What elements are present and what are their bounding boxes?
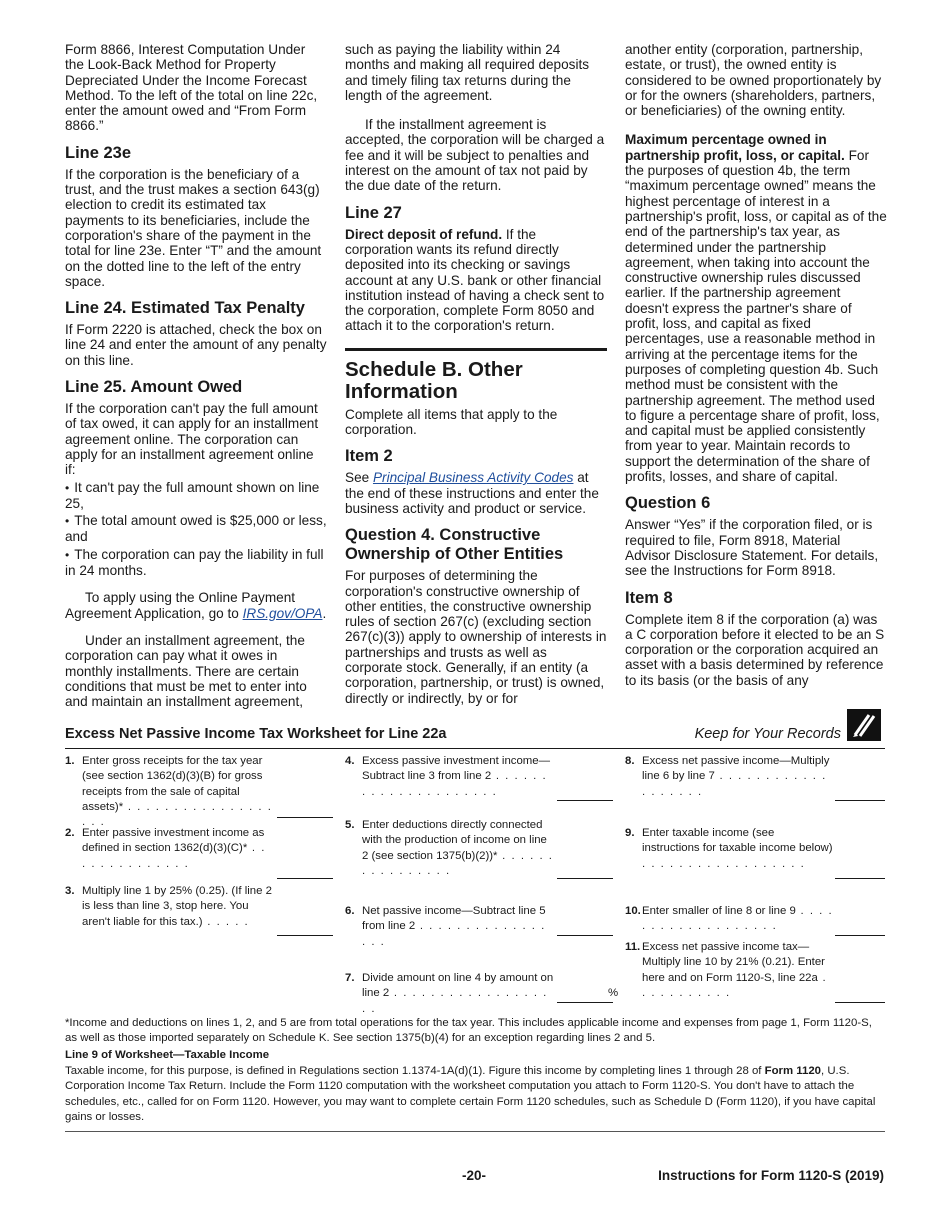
line-number: 7. bbox=[345, 972, 355, 984]
paragraph bbox=[345, 470, 607, 516]
text: If the corporation wants its refund directly deposited into its checking or savings account at any U.S. bank or other financial institution instead of having a check sent to the corporation, complete Form 8050 and attach it to the corporation's return. bbox=[345, 226, 605, 334]
dot-leader: . . . . . bbox=[202, 915, 250, 928]
worksheet-line-6 bbox=[345, 904, 555, 950]
paragraph: For purposes of determining the corporation's constructive ownership of other entities, the constructive ownership rules of section 267(c) (excluding section 267(c)(3)) apply to ownership of interests in partnerships and trusts as well as corporate stock. Generally, if an entity (a corporation, partnership, or trust) is owned, directly or indirectly, by or for bbox=[345, 568, 607, 706]
line-2-entry[interactable] bbox=[277, 878, 333, 879]
paragraph: another entity (corporation, partnership, estate, or trust), the owned entity is considered to be owned proportionately by or for the owners (shareholders, partners, or beneficiaries) of the owning entity. bbox=[625, 42, 882, 119]
keep-records-label: Keep for Your Records bbox=[694, 726, 841, 742]
paragraph: such as paying the liability within 24 months and making all required deposits and timely filing tax returns during the length of the agreement. bbox=[345, 42, 590, 103]
asterisk-footnote: *Income and deductions on lines 1, 2, and 5 are from total operations for the tax year. This includes applicable income and expenses from page 1, Form 1120-S, as well as those imported separately on Schedule K. See section 1375(b)(4) for an exception regarding lines 2 and 5. bbox=[65, 1017, 872, 1045]
line-9-explanation bbox=[65, 1064, 885, 1125]
column-2 bbox=[345, 42, 607, 712]
paragraph: Complete item 8 if the corporation (a) was a C corporation before it elected to be an S corporation or the corporation acquired an asset with a basis determined by reference to its basis (or the basis of any bbox=[625, 611, 885, 688]
worksheet-line-8 bbox=[625, 754, 835, 800]
bullet-item: • The total amount owed is $25,000 or less, and bbox=[65, 513, 327, 545]
heading-line-24: Line 24. Estimated Tax Penalty bbox=[65, 299, 305, 318]
line-6-entry[interactable] bbox=[557, 935, 613, 936]
worksheet-line-3 bbox=[65, 884, 275, 930]
document-title: Instructions for Form 1120-S (2019) bbox=[658, 1168, 884, 1183]
worksheet-line-1 bbox=[65, 754, 275, 830]
text: . bbox=[322, 605, 327, 621]
paragraph: If the corporation is the beneficiary of a trust, and the trust makes a section 643(g) election to credit its estimated tax payments to its beneficiaries, include the corporation's share of the payment in the total for line 23e. Enter “T” and the amount on the dotted line to the left of the entry space. bbox=[65, 166, 322, 289]
column-3 bbox=[625, 42, 887, 694]
line-number: 1. bbox=[65, 755, 75, 767]
text: See bbox=[345, 470, 373, 486]
worksheet-line-4 bbox=[345, 754, 555, 800]
dot-leader: . . . . . . . . . . . . . . . . . . . bbox=[642, 905, 834, 933]
line-10-entry[interactable] bbox=[835, 935, 885, 936]
heading-item-2: Item 2 bbox=[345, 447, 393, 466]
bullet-item: • The corporation can pay the liability in full in 24 months. bbox=[65, 547, 327, 579]
line-number: 4. bbox=[345, 755, 355, 767]
worksheet-title: Excess Net Passive Income Tax Worksheet for Line 22a bbox=[65, 726, 447, 742]
worksheet-line-2 bbox=[65, 826, 275, 872]
text: For the purposes of question 4b, the term “maximum percentage owned” means the highest percentage of interest in a partnership's profit, loss, or capital as of the end of the partnership's tax year, as determined under the partnership agreement, when taking into account the constructive ownership rules discussed earlier. If the partnership agreement doesn't express the partner's share of profit, loss, and capital as fixed percentages, use a reasonable method in arriving at the percentage items for the purposes of completing question 4b. Such method must be consistent with the partnership agreement. The method used to figure a percentage share of profit, loss, and capital must be applied consistently from year to year. Maintain records to support the determination of the share of profits, losses, and share of capital. bbox=[625, 147, 887, 485]
dot-leader: . . . . . . . . . . . . . . . . . . . . . bbox=[362, 770, 548, 798]
line-number: 8. bbox=[625, 755, 635, 767]
line-8-entry[interactable] bbox=[835, 800, 885, 801]
line-text: Enter smaller of line 8 or line 9 bbox=[642, 905, 796, 917]
paragraph: If the installment agreement is accepted, the corporation will be charged a fee and it will be subject to penalties and interest on the amount of tax not paid by the due date of the return. bbox=[345, 117, 605, 194]
line-text: Enter gross receipts for the tax year (see section 1362(d)(3)(B) for gross receipts from the sale of capital assets)* bbox=[82, 755, 263, 813]
line-number: 5. bbox=[345, 819, 355, 831]
line-text: Divide amount on line 4 by amount on line 2 bbox=[362, 972, 554, 1000]
line-4-entry[interactable] bbox=[557, 800, 613, 801]
page-number: -20- bbox=[462, 1168, 487, 1183]
bullet-item: • It can't pay the full amount shown on line 25, bbox=[65, 480, 327, 512]
paragraph bbox=[625, 132, 887, 484]
line-number: 2. bbox=[65, 827, 75, 839]
heading-line-23e: Line 23e bbox=[65, 143, 132, 162]
text: , U.S. Corporation Income Tax Return. Include the Form 1120 computation with the worksheet computation you attach to Form 1120-S. You don't have to attach the schedules, etc., called for on Form 1120. However, you may want to complete certain Form 1120 schedules, such as Schedule D (Form 1120), if you have capital gains or losses. bbox=[65, 1065, 876, 1123]
dot-leader: . . . . . . . . . . . bbox=[642, 971, 828, 999]
line-text: Excess net passive income tax—Multiply line 10 by 21% (0.21). Enter here and on Form 1120-S, line 22a bbox=[642, 941, 825, 984]
pencil-records-icon bbox=[847, 709, 881, 741]
line-9-entry[interactable] bbox=[835, 878, 885, 879]
bold-form-1120: Form 1120 bbox=[764, 1065, 821, 1077]
worksheet-header bbox=[65, 724, 885, 749]
bold-lead: Maximum percentage owned in partnership profit, loss, or capital. bbox=[625, 132, 845, 163]
line-5-entry[interactable] bbox=[557, 878, 613, 879]
line-11-entry[interactable] bbox=[835, 1002, 885, 1003]
line-number: 10. bbox=[625, 905, 641, 917]
line-text: Multiply line 1 by 25% (0.25). (If line 2 is less than line 3, stop here. You aren't liable for this tax.) bbox=[82, 885, 272, 928]
line-number: 9. bbox=[625, 827, 635, 839]
bold-lead: Direct deposit of refund. bbox=[345, 226, 503, 242]
line-text: Excess net passive income—Multiply line 6 by line 7 bbox=[642, 755, 830, 783]
dot-leader: . . . . . . . . . . . . . . . . . . . bbox=[362, 987, 548, 1015]
line-3-entry[interactable] bbox=[277, 935, 333, 936]
line-number: 11. bbox=[625, 941, 641, 953]
dot-leader: . . . . . . . . . . . . . . . . . . . bbox=[642, 770, 827, 798]
irs-opa-link[interactable]: IRS.gov/OPA bbox=[242, 605, 323, 621]
line-text: Enter deductions directly connected with the production of income on line 2 (see section 1375(b)(2))* bbox=[362, 819, 547, 862]
line-9-heading: Line 9 of Worksheet—Taxable Income bbox=[65, 1049, 270, 1061]
line-number: 3. bbox=[65, 885, 75, 897]
text: To apply using the Online Payment Agreement Application, go to bbox=[65, 590, 296, 621]
paragraph: Complete all items that apply to the corporation. bbox=[345, 406, 558, 438]
dot-leader: . . . . . . . . . . . . . . . . bbox=[362, 849, 554, 877]
dot-leader: . . . . . . . . . . . . . . . . . bbox=[362, 920, 546, 948]
heading-question-4: Question 4. Constructive Ownership of Other Entities bbox=[345, 526, 564, 564]
paragraph: If the corporation can't pay the full amount of tax owed, it can apply for an installment agreement online. The corporation can apply for an installment agreement online if: bbox=[65, 401, 319, 478]
dot-leader: . . . . . . . . . . . . . . . . . . . bbox=[82, 800, 273, 829]
percent-sign: % bbox=[608, 987, 619, 999]
worksheet-line-5 bbox=[345, 818, 555, 879]
paragraph: If Form 2220 is attached, check the box on line 24 and enter the amount of any penalty on this line. bbox=[65, 322, 327, 368]
heading-question-6: Question 6 bbox=[625, 494, 711, 513]
line-text: Enter passive investment income as defined in section 1362(d)(3)(C)* bbox=[82, 827, 265, 855]
paragraph: Under an installment agreement, the corporation can pay what it owes in monthly installments. There are certain conditions that must be met to enter into and maintain an installment agreement, bbox=[65, 632, 307, 710]
heading-line-25: Line 25. Amount Owed bbox=[65, 378, 243, 397]
text: at the end of these instructions and enter the business activity and product or service. bbox=[345, 470, 599, 516]
heading-schedule-b: Schedule B. Other Information bbox=[345, 357, 523, 403]
text: Taxable income, for this purpose, is defined in Regulations section 1.1374-1A(d)(1). Figure this income by completing lines 1 through 28 of bbox=[65, 1065, 765, 1077]
column-1 bbox=[65, 42, 327, 715]
line-7-entry[interactable] bbox=[557, 1002, 613, 1003]
paragraph-opa bbox=[65, 590, 327, 621]
line-1-entry[interactable] bbox=[277, 817, 333, 818]
activity-codes-link[interactable]: Principal Business Activity Codes bbox=[372, 470, 574, 486]
worksheet-line-11 bbox=[625, 940, 835, 1001]
line-text: Excess passive investment income—Subtract line 3 from line 2 bbox=[362, 755, 551, 783]
footnote-divider bbox=[65, 1131, 885, 1132]
dot-leader: . . . . . . . . . . . . . . . . . . bbox=[642, 857, 806, 870]
paragraph: Form 8866, Interest Computation Under the Look-Back Method for Property Depreciated Under the Income Forecast Method. To the left of the total on line 22c, enter the amount owed and “From Form 8866.” bbox=[65, 42, 318, 134]
dot-leader: . . . . . . . . . . . . . . bbox=[82, 842, 266, 870]
heading-line-27: Line 27 bbox=[345, 203, 402, 222]
worksheet-line-9 bbox=[625, 826, 835, 872]
line-text: Enter taxable income (see instructions for taxable income below) bbox=[642, 827, 833, 855]
worksheet-line-7 bbox=[345, 971, 555, 1017]
heading-item-8: Item 8 bbox=[625, 588, 673, 607]
section-rule bbox=[345, 348, 607, 403]
line-number: 6. bbox=[345, 905, 355, 917]
paragraph: Answer “Yes” if the corporation filed, or is required to file, Form 8918, Material Advisor Disclosure Statement. For details, see the Instructions for Form 8918. bbox=[625, 517, 879, 579]
line-text: Net passive income—Subtract line 5 from line 2 bbox=[362, 905, 546, 933]
paragraph bbox=[345, 227, 607, 334]
worksheet-line-10 bbox=[625, 904, 835, 935]
